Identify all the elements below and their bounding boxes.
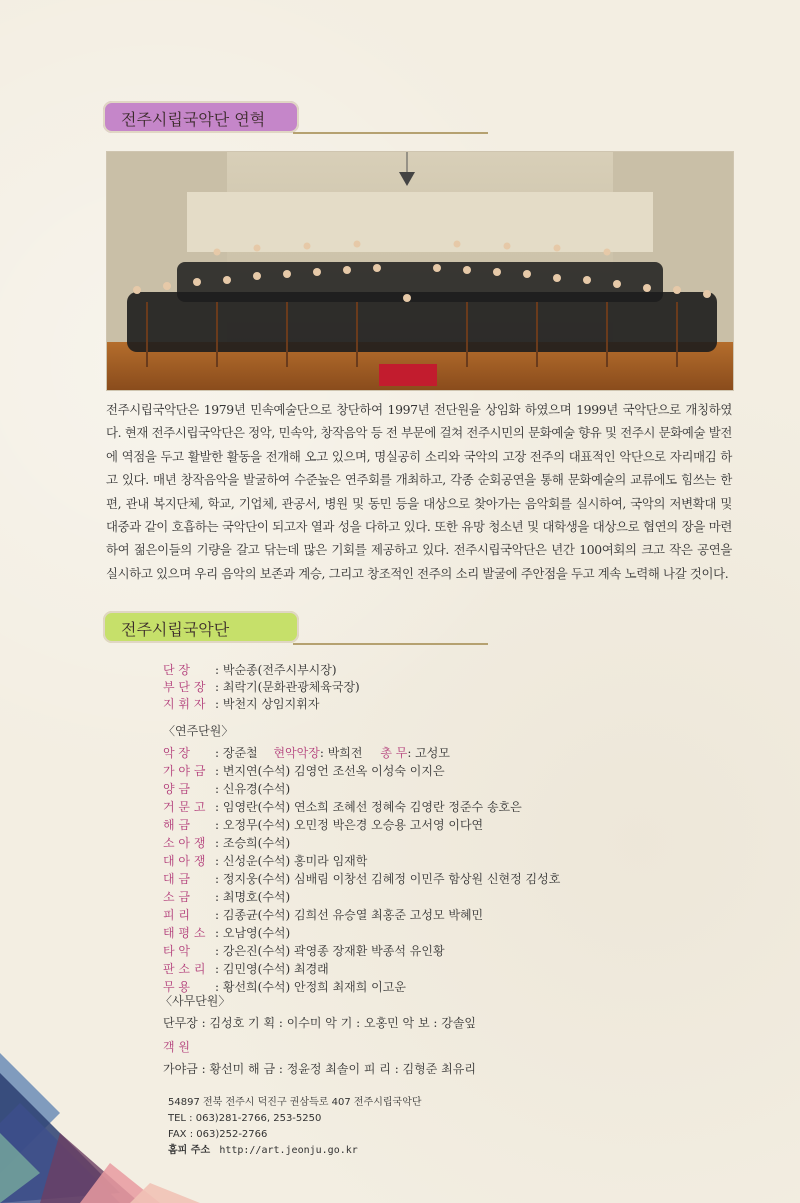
role-label: 단 장 (163, 663, 190, 677)
role-label: 대 금 (163, 872, 190, 886)
contact-tel: TEL : 063)281-2766, 253-5250 (168, 1113, 322, 1124)
role-value: : 오정무(수석) 오민정 박은경 오승용 고서영 이다연 (215, 818, 484, 832)
heading-title: 전주시립국악단 (121, 620, 230, 639)
role-label: 악 장 (163, 746, 190, 760)
list-item (163, 961, 329, 977)
role-value: : 장준철 (215, 746, 258, 760)
role-value: : 박순종(전주시부시장) (215, 663, 337, 677)
role-value: : 고성모 (407, 746, 450, 760)
list-item (163, 799, 522, 815)
heading-underline (293, 132, 488, 134)
role-value: : 박천지 상임지휘자 (215, 697, 320, 711)
performers-heading: 〈연주단원〉 (163, 724, 234, 738)
list-item (163, 696, 319, 712)
heading-title: 전주시립국악단 연혁 (121, 110, 266, 129)
role-label: 대 아 쟁 (163, 854, 206, 868)
role-label: 해 금 (163, 818, 190, 832)
role-value: : 김민영(수석) 최경래 (215, 962, 329, 976)
list-item (163, 745, 450, 761)
role-label: 지 휘 자 (163, 697, 206, 711)
orchestra-photo (106, 151, 734, 391)
role-label: 현악악장 (273, 746, 320, 760)
list-item (163, 662, 337, 678)
homepage-link[interactable]: http://art.jeonju.go.kr (219, 1145, 358, 1156)
office-row-1: 단무장 : 김성호 기 획 : 이수미 악 기 : 오홍민 악 보 : 강솔잎 (163, 1016, 477, 1030)
office-row-2: 가야금 : 황선미 해 금 : 정윤정 최솔이 피 리 : 김형준 최유리 (163, 1062, 476, 1076)
list-item (163, 763, 445, 779)
role-label: 타 악 (163, 944, 190, 958)
list-item (163, 889, 290, 905)
role-label: 태 평 소 (163, 926, 206, 940)
role-value: : 최명호(수석) (215, 890, 291, 904)
contact-address: 54897 전북 전주시 덕진구 권삼득로 407 전주시립국악단 (168, 1097, 422, 1108)
heading-underline (293, 643, 488, 645)
history-paragraph: 전주시립국악단은 1979년 민속예술단으로 창단하여 1997년 전단원을 상임화 하였으며 1999년 국악단으로 개칭하였다. 현재 전주시립국악단은 정악, 민속악, 창작음악 등 전 부문에 걸쳐 전주시민의 문화예술 향유 및 전주시 문화예술 발전에 역점을 두고 활발한 활동을 전개해 오고 있으며, 명실공히 소리와 국악의 고장 전주의 대표적인 악단으로 자리매김 하고 있다. 매년 창작음악을 발굴하여 수준높은 연주회를 개최하고, 각종 순회공연을 통해 문화예술의 교류에도 힘쓰는 한편, 관내 복지단체, 학교, 기업체, 관공서, 병원 및 동민 등을 대상으로 찾아가는 음악회를 실시하여, 국악의 저변확대 및 대중과 같이 호흡하는 국악단이 되고자 열과 성을 다하고 있다. 또한 유망 청소년 및 대학생을 대상으로 협연의 장을 마련하여 젊은이들의 기량을 갈고 닦는데 많은 기회를 제공하고 있다. 전주시립국악단은 년간 100여회의 크고 작은 공연을 실시하고 있으며 우리 음악의 보존과 계승, 그리고 창조적인 전주의 소리 발굴에 주안점을 두고 계속 노력해 나갈 것이다. (106, 402, 732, 581)
role-label: 소 아 쟁 (163, 836, 206, 850)
role-label: 양 금 (163, 782, 190, 796)
role-value: : 조승희(수석) (215, 836, 291, 850)
role-value: : 강은진(수석) 곽영종 장재환 박종석 유인황 (215, 944, 445, 958)
list-item (163, 925, 290, 941)
role-value: : 신유경(수석) (215, 782, 291, 796)
role-label: 부 단 장 (163, 680, 206, 694)
role-label: 거 문 고 (163, 800, 206, 814)
role-value: : 임영란(수석) 연소희 조혜선 정혜숙 김영란 정준수 송호은 (215, 800, 522, 814)
role-label: 총 무 (380, 746, 408, 760)
list-item (163, 853, 367, 869)
role-label: 피 리 (163, 908, 190, 922)
role-value: : 정지웅(수석) 심배림 이창선 김혜정 이민주 함상원 신현정 김성호 (215, 872, 561, 886)
role-value: : 황선희(수석) 안정희 최재희 이고운 (215, 980, 406, 994)
list-item (163, 943, 445, 959)
office-staff-label: 객 원 (163, 1040, 190, 1054)
homepage-label: 홈피 주소 (168, 1145, 211, 1156)
role-label: 무 용 (163, 980, 190, 994)
office-heading: 〈사무단원〉 (160, 994, 231, 1008)
role-value: : 박희전 (319, 746, 363, 760)
role-label: 판 소 리 (163, 962, 206, 976)
role-value: : 김종균(수석) 김희선 유승열 최홍준 고성모 박혜민 (215, 908, 484, 922)
contact-fax: FAX : 063)252-2766 (168, 1129, 268, 1140)
role-value: : 오남영(수석) (215, 926, 291, 940)
role-label: 소 금 (163, 890, 190, 904)
role-value: : 변지연(수석) 김영언 조선옥 이성숙 이지은 (215, 764, 445, 778)
list-item (163, 871, 560, 887)
role-value: : 신성운(수석) 홍미라 임재학 (215, 854, 368, 868)
role-label: 가 야 금 (163, 764, 206, 778)
list-item (163, 781, 290, 797)
list-item (163, 907, 483, 923)
corner-pattern-decoration (0, 1013, 230, 1203)
role-value: : 최락기(문화관광체육국장) (215, 680, 360, 694)
list-item (163, 817, 483, 833)
list-item (163, 679, 360, 695)
list-item (163, 835, 290, 851)
